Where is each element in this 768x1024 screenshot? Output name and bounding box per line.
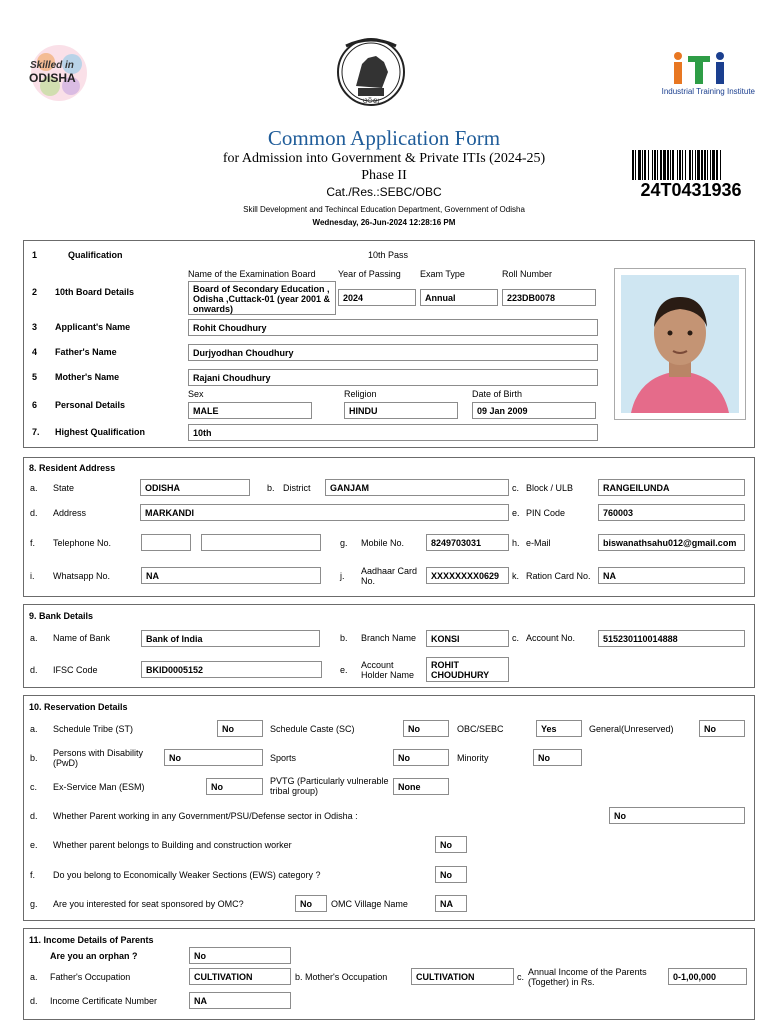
row-7-number: 7. — [32, 427, 40, 437]
dob-field[interactable]: 09 Jan 2009 — [472, 402, 596, 419]
district-letter: b. — [267, 483, 275, 493]
account-field[interactable]: 515230110014888 — [598, 630, 745, 647]
account-label: Account No. — [526, 633, 576, 643]
sex-field[interactable]: MALE — [188, 402, 312, 419]
ration-field[interactable]: NA — [598, 567, 745, 584]
ration-label: Ration Card No. — [526, 571, 591, 581]
building-label: Whether parent belongs to Building and construction worker — [53, 840, 292, 850]
row-6-number: 6 — [32, 400, 38, 410]
ifsc-label: IFSC Code — [53, 665, 98, 675]
year-header: Year of Passing — [338, 269, 401, 279]
holder-field[interactable]: ROHIT CHOUDHURY — [426, 657, 509, 682]
applicant-photo — [614, 268, 746, 420]
block-letter: c. — [512, 483, 520, 493]
holder-letter: e. — [340, 665, 348, 675]
mother-name-label: Mother's Name — [55, 372, 120, 382]
state-label: State — [53, 483, 75, 493]
iti-logo — [640, 52, 755, 98]
ews-letter: f. — [30, 870, 36, 880]
whatsapp-label: Whatsapp No. — [53, 571, 111, 581]
parent-govt-letter: d. — [30, 811, 38, 821]
building-field[interactable]: No — [435, 836, 467, 853]
aadhaar-field[interactable]: XXXXXXXX0629 — [426, 567, 509, 584]
highest-qualification-label: Highest Qualification — [55, 427, 146, 437]
district-label: District — [283, 483, 311, 493]
parent-govt-label: Whether Parent working in any Government/PSU/Defense sector in Odisha : — [53, 811, 358, 821]
block-label: Block / ULB — [526, 483, 574, 493]
odisha-emblem — [332, 36, 410, 112]
pwd-label: Persons with Disability (PwD) — [53, 748, 144, 768]
cert-field[interactable]: NA — [189, 992, 291, 1009]
qualification-value: 10th Pass — [368, 250, 409, 260]
branch-letter: b. — [340, 633, 348, 643]
pvtg-field[interactable]: None — [393, 778, 449, 795]
sports-label: Sports — [270, 753, 297, 763]
father-occ-label: Father's Occupation — [50, 972, 131, 982]
bank-letter: a. — [30, 633, 38, 643]
omc-village-field[interactable]: NA — [435, 895, 467, 912]
mother-occ-label: b. Mother's Occupation — [295, 972, 388, 982]
roll-number-field[interactable]: 223DB0078 — [502, 289, 596, 306]
ews-label: Do you belong to Economically Weaker Sections (EWS) category ? — [53, 870, 321, 880]
whatsapp-field[interactable]: NA — [141, 567, 321, 584]
minority-label: Minority — [457, 753, 489, 763]
roll-header: Roll Number — [502, 269, 553, 279]
year-field[interactable]: 2024 — [338, 289, 416, 306]
address-field[interactable]: MARKANDI — [140, 504, 509, 521]
iti-caption: Industrial Training Institute — [661, 87, 755, 96]
state-letter: a. — [30, 483, 38, 493]
branch-label: Branch Name — [361, 633, 417, 643]
bank-label: Name of Bank — [53, 633, 111, 643]
general-label: General(Unreserved) — [589, 724, 674, 734]
obc-label: OBC/SEBC — [457, 724, 504, 734]
department-label: Skill Development and Techincal Education Department, Government of Odisha — [243, 205, 525, 214]
telephone-code-field[interactable] — [141, 534, 191, 551]
exam-type-field[interactable]: Annual — [420, 289, 498, 306]
row-4-number: 4 — [32, 347, 38, 357]
pin-label: PIN Code — [526, 508, 566, 518]
telephone-label: Telephone No. — [53, 538, 112, 548]
omc-village-label: OMC Village Name — [331, 899, 408, 909]
address-section-title: 8. Resident Address — [29, 463, 116, 473]
omc-letter: g. — [30, 899, 38, 909]
esm-label: Ex-Service Man (ESM) — [53, 782, 145, 792]
omc-field[interactable]: No — [295, 895, 327, 912]
father-occ-letter: a. — [30, 972, 38, 982]
board-name-field[interactable]: Board of Secondary Education , Odisha ,Cuttack-01 (year 2001 & onwards) — [188, 281, 336, 315]
emblem-caption: ଓଡ଼ିଶା — [362, 98, 380, 105]
annual-label: Annual Income of the Parents (Together) in Rs. — [528, 967, 647, 987]
aadhaar-label: Aadhaar Card No. — [361, 566, 418, 586]
mobile-letter: g. — [340, 538, 348, 548]
account-letter: c. — [512, 633, 520, 643]
applicant-name-field[interactable]: Rohit Choudhury — [188, 319, 598, 336]
form-title: Common Application Form — [267, 126, 501, 150]
logo-line-1: Skilled in — [30, 60, 74, 71]
pvtg-label: PVTG (Particularly vulnerable tribal group) — [270, 776, 389, 796]
telephone-letter: f. — [30, 538, 36, 548]
father-occ-field[interactable]: CULTIVATION — [189, 968, 291, 985]
esm-letter: c. — [30, 782, 38, 792]
address-letter: d. — [30, 508, 38, 518]
sex-header: Sex — [188, 389, 204, 399]
bank-field[interactable]: Bank of India — [141, 630, 320, 647]
print-datetime: Wednesday, 26-Jun-2024 12:28:16 PM — [312, 218, 456, 227]
mother-name-field[interactable]: Rajani Choudhury — [188, 369, 598, 386]
email-letter: h. — [512, 538, 520, 548]
esm-field[interactable]: No — [206, 778, 263, 795]
mobile-label: Mobile No. — [361, 538, 405, 548]
aadhaar-letter: j. — [340, 571, 345, 581]
skilled-in-odisha-logo — [24, 42, 94, 104]
personal-details-label: Personal Details — [55, 400, 126, 410]
pin-letter: e. — [512, 508, 520, 518]
district-field[interactable]: GANJAM — [325, 479, 509, 496]
row-3-number: 3 — [32, 322, 38, 332]
sc-field[interactable]: No — [403, 720, 449, 737]
highest-qualification-field[interactable]: 10th — [188, 424, 598, 441]
parent-govt-field[interactable]: No — [609, 807, 745, 824]
ration-letter: k. — [512, 571, 520, 581]
pin-field[interactable]: 760003 — [598, 504, 745, 521]
religion-header: Religion — [344, 389, 377, 399]
holder-label: Account Holder Name — [361, 660, 415, 680]
minority-field[interactable]: No — [533, 749, 582, 766]
row-2-number: 2 — [32, 287, 38, 297]
applicant-name-label: Applicant's Name — [55, 322, 131, 332]
orphan-label: Are you an orphan ? — [50, 951, 138, 961]
pwd-letter: b. — [30, 753, 38, 763]
cert-label: Income Certificate Number — [50, 996, 158, 1006]
row-1-number: 1 — [32, 250, 38, 260]
board-details-label: 10th Board Details — [55, 287, 135, 297]
annual-letter: c. — [517, 972, 525, 982]
income-section-title: 11. Income Details of Parents — [29, 935, 154, 945]
branch-field[interactable]: KONSI — [426, 630, 509, 647]
logo-line-2: ODISHA — [29, 71, 76, 85]
whatsapp-letter: i. — [30, 571, 35, 581]
sports-field[interactable]: No — [393, 749, 449, 766]
address-label: Address — [53, 508, 87, 518]
barcode — [632, 150, 750, 180]
st-letter: a. — [30, 724, 38, 734]
block-field[interactable]: RANGEILUNDA — [598, 479, 745, 496]
bank-section-title: 9. Bank Details — [29, 611, 94, 621]
phase-label: Phase II — [361, 168, 407, 183]
qualification-label: Qualification — [68, 250, 123, 260]
father-name-field[interactable]: Durjyodhan Choudhury — [188, 344, 598, 361]
pwd-field[interactable]: No — [164, 749, 263, 766]
st-label: Schedule Tribe (ST) — [53, 724, 134, 734]
obc-field[interactable]: Yes — [536, 720, 582, 737]
sc-label: Schedule Caste (SC) — [270, 724, 355, 734]
ifsc-field[interactable]: BKID0005152 — [141, 661, 322, 678]
orphan-field[interactable]: No — [189, 947, 291, 964]
row-5-number: 5 — [32, 372, 38, 382]
email-field[interactable]: biswanathsahu012@gmail.com — [598, 534, 745, 551]
mother-occ-field[interactable]: CULTIVATION — [411, 968, 514, 985]
email-label: e-Mail — [526, 538, 551, 548]
reservation-section-title: 10. Reservation Details — [29, 702, 128, 712]
st-field[interactable]: No — [217, 720, 263, 737]
cert-letter: d. — [30, 996, 38, 1006]
exam-type-header: Exam Type — [420, 269, 465, 279]
application-id: 24T0431936 — [640, 180, 742, 200]
building-letter: e. — [30, 840, 38, 850]
religion-field[interactable]: HINDU — [344, 402, 458, 419]
category-label: Cat./Res.:SEBC/OBC — [326, 185, 442, 199]
telephone-field[interactable] — [201, 534, 321, 551]
state-field[interactable]: ODISHA — [140, 479, 250, 496]
mobile-field[interactable]: 8249703031 — [426, 534, 509, 551]
father-name-label: Father's Name — [55, 347, 117, 357]
annual-field[interactable]: 0-1,00,000 — [668, 968, 747, 985]
form-subtitle: for Admission into Government & Private ITIs (2024-25) — [222, 151, 546, 166]
board-name-header: Name of the Examination Board — [188, 269, 316, 279]
omc-label: Are you interested for seat sponsored by OMC? — [53, 899, 244, 909]
dob-header: Date of Birth — [472, 389, 523, 399]
ews-field[interactable]: No — [435, 866, 467, 883]
general-field[interactable]: No — [699, 720, 745, 737]
ifsc-letter: d. — [30, 665, 38, 675]
